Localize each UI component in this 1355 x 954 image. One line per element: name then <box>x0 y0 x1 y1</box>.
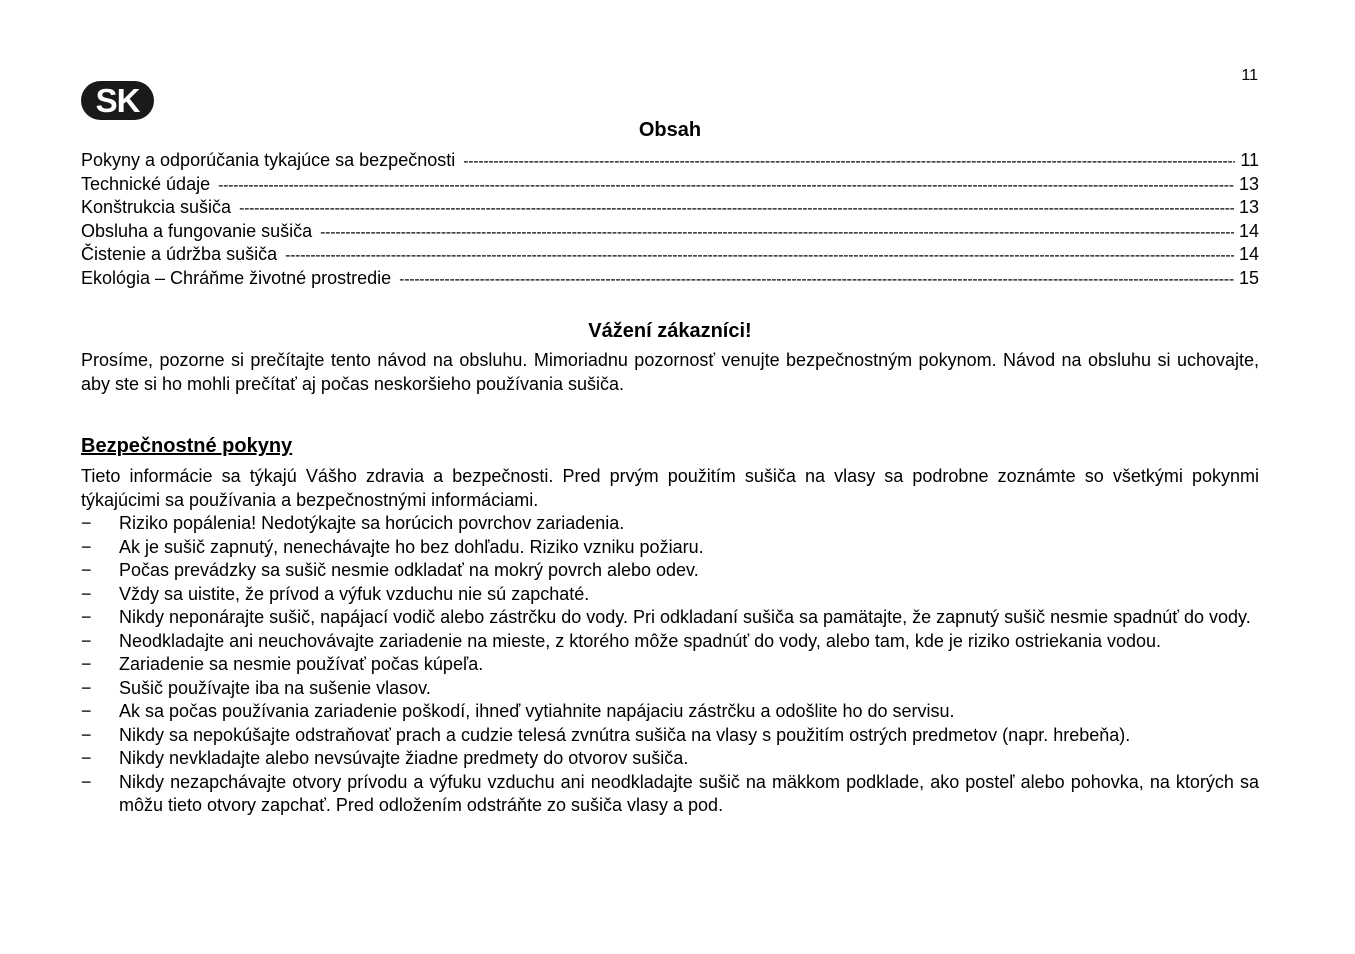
list-item-text: Počas prevádzky sa sušič nesmie odkladať na mokrý povrch alebo odev. <box>119 560 699 580</box>
safety-intro-text: Tieto informácie sa týkajú Vášho zdravia a bezpečnosti. Pred prvým použitím sušiča na vlasy sa podrobne zoznámte so všetkými pokynmi týkajúcimi sa používania a bezpečnostnými informáciami. <box>81 466 1259 510</box>
list-item <box>81 630 1259 654</box>
toc-entry-label: Konštrukcia sušiča <box>81 197 232 217</box>
toc-leader <box>463 150 1235 173</box>
list-item <box>81 536 1259 560</box>
dash-bullet-icon: − <box>81 513 92 533</box>
dash-bullet-icon: − <box>81 677 92 698</box>
toc-leader <box>239 197 1234 220</box>
list-item-text: Riziko popálenia! Nedotýkajte sa horúcich povrchov zariadenia. <box>119 513 625 533</box>
dash-bullet-icon: − <box>81 560 92 580</box>
toc-entry-page: 11 <box>1240 150 1259 170</box>
greeting-title: Vážení zákazníci! <box>588 320 752 342</box>
toc-entry <box>81 243 1259 267</box>
dash-bullet-icon: − <box>81 536 92 557</box>
toc-entry-page: 13 <box>1238 197 1259 217</box>
toc-entry <box>81 267 1259 291</box>
toc-entry-page: 15 <box>1238 267 1259 288</box>
toc-entry-label: Pokyny a odporúčania tykajúce sa bezpečnosti <box>81 150 456 170</box>
list-item <box>81 771 1259 818</box>
table-of-contents <box>81 149 1259 290</box>
toc-leader <box>320 221 1234 244</box>
list-item-text: Sušič používajte iba na sušenie vlasov. <box>119 677 431 698</box>
toc-leader <box>285 244 1234 267</box>
toc-entry-page: 14 <box>1238 220 1259 241</box>
list-item-text: Vždy sa uistite, že prívod a výfuk vzduchu nie sú zapchaté. <box>119 583 590 604</box>
list-item <box>81 747 1259 771</box>
list-item <box>81 606 1259 630</box>
list-item-text: Nikdy nevkladajte alebo nevsúvajte žiadne predmety do otvorov sušiča. <box>119 748 689 768</box>
toc-entry-label: Čistenie a údržba sušiča <box>81 244 278 264</box>
document-body <box>81 118 1259 818</box>
page-number: 11 <box>1241 67 1258 84</box>
safety-instructions-list <box>81 512 1259 818</box>
list-item <box>81 512 1259 536</box>
toc-leader <box>218 174 1234 197</box>
list-item <box>81 559 1259 583</box>
list-item-text: Neodkladajte ani neuchovávajte zariadenie na mieste, z ktorého môže spadnúť do vody, alebo tam, kde je riziko ostriekania vodou. <box>119 630 1162 651</box>
dash-bullet-icon: − <box>81 724 92 745</box>
list-item <box>81 724 1259 748</box>
toc-entry <box>81 196 1259 220</box>
dash-bullet-icon: − <box>81 654 92 674</box>
list-item <box>81 700 1259 724</box>
toc-entry-label: Ekológia – Chráňme životné prostredie <box>81 267 392 288</box>
language-badge: SK <box>81 81 154 120</box>
greeting-text: Prosíme, pozorne si prečítajte tento návod na obsluhu. Mimoriadnu pozornosť venujte bezpečnostným pokynom. Návod na obsluhu si uchovajte, aby ste si ho mohli prečítať aj počas neskoršieho používania sušiča. <box>81 350 1259 394</box>
toc-entry <box>81 173 1259 197</box>
toc-entry-page: 13 <box>1238 173 1259 194</box>
toc-entry-label: Technické údaje <box>81 173 211 194</box>
toc-entry <box>81 220 1259 244</box>
dash-bullet-icon: − <box>81 630 92 651</box>
safety-section-title: Bezpečnostné pokyny <box>81 435 293 457</box>
list-item-text: Zariadenie sa nesmie používať počas kúpeľa. <box>119 654 484 674</box>
dash-bullet-icon: − <box>81 748 92 768</box>
list-item <box>81 583 1259 607</box>
dash-bullet-icon: − <box>81 701 92 721</box>
dash-bullet-icon: − <box>81 607 92 627</box>
list-item-text: Nikdy neponárajte sušič, napájací vodič alebo zástrčku do vody. Pri odkladaní sušiča sa pamätajte, že zapnutý sušič nesmie spadnúť do vody. <box>119 607 1251 627</box>
toc-entry-label: Obsluha a fungovanie sušiča <box>81 220 313 241</box>
list-item-text: Ak je sušič zapnutý, nenechávajte ho bez dohľadu. Riziko vzniku požiaru. <box>119 536 704 557</box>
list-item <box>81 653 1259 677</box>
list-item <box>81 677 1259 701</box>
list-item-text: Ak sa počas používania zariadenie poškodí, ihneď vytiahnite napájaciu zástrčku a odošlite ho do servisu. <box>119 701 955 721</box>
toc-entry <box>81 149 1259 173</box>
toc-entry-page: 14 <box>1238 244 1259 264</box>
toc-title: Obsah <box>638 119 702 141</box>
toc-leader <box>399 268 1234 291</box>
list-item-text: Nikdy sa nepokúšajte odstraňovať prach a cudzie telesá zvnútra sušiča na vlasy s použitím ostrých predmetov (napr. hrebeňa). <box>119 724 1131 745</box>
dash-bullet-icon: − <box>81 771 92 792</box>
dash-bullet-icon: − <box>81 583 92 604</box>
list-item-text: Nikdy nezapchávajte otvory prívodu a výfuku vzduchu ani neodkladajte sušič na mäkkom podklade, ako posteľ alebo pohovka, na ktorých sa môžu tieto otvory zapchať. Pred odložením odstráňte zo sušiča vlasy a pod. <box>119 771 1259 815</box>
